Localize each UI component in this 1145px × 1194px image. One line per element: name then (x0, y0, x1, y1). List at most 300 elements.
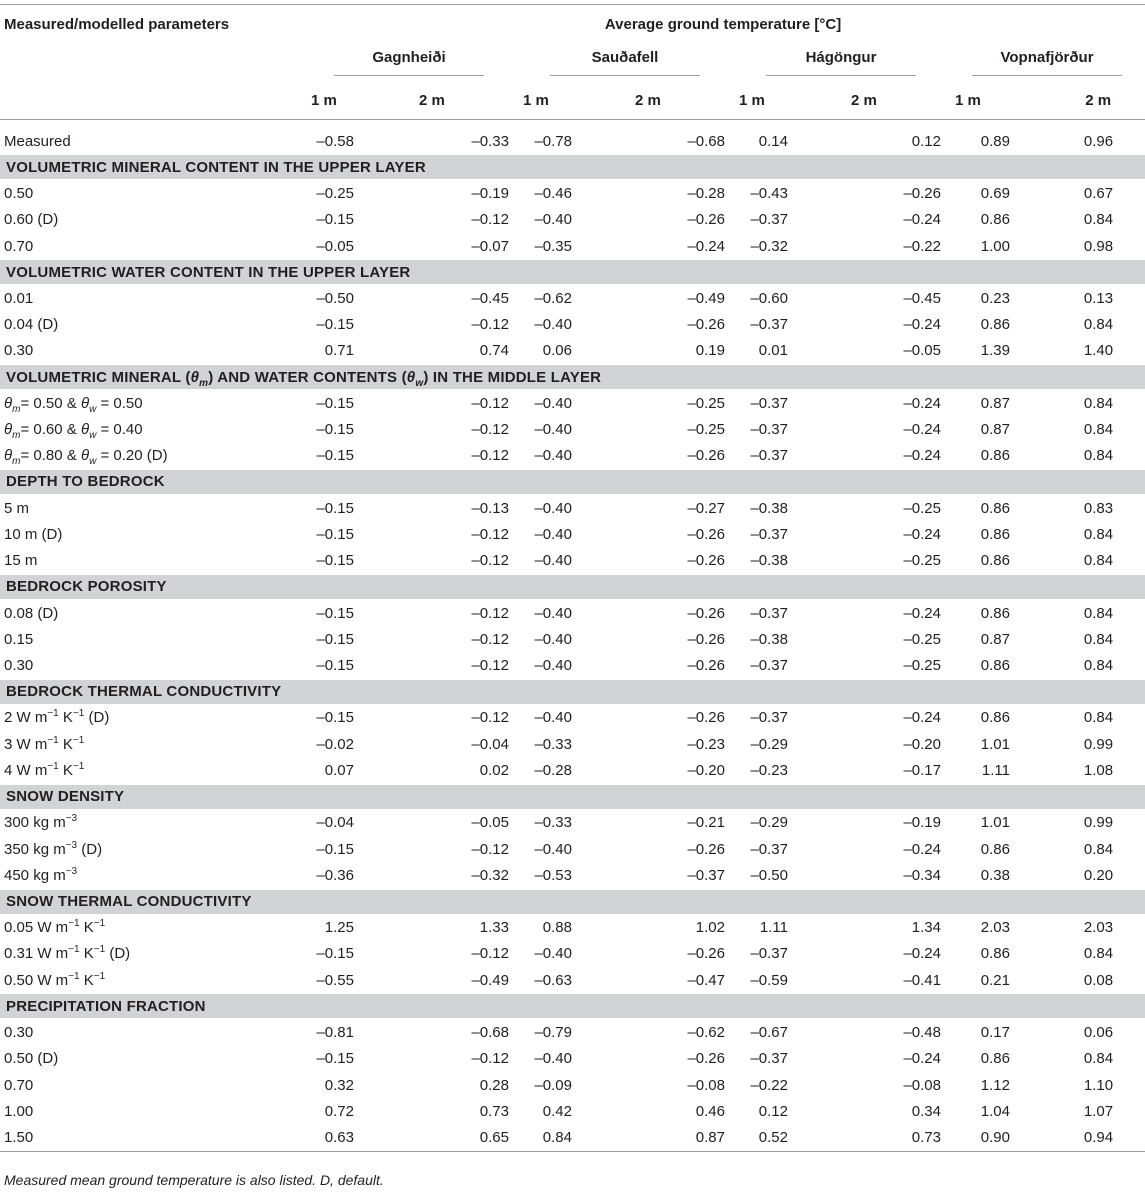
table-row (0, 836, 1145, 862)
site-header (949, 43, 1145, 81)
table-row (0, 941, 1145, 967)
row-label: 350 kg $m^{-3}$ (D) (4, 839, 103, 858)
table-cell: 1.33 (479, 919, 509, 937)
table-cell: –0.40 (534, 840, 572, 858)
table-cell: –0.26 (903, 184, 941, 202)
table-cell: –0.40 (534, 394, 572, 412)
table-cell: –0.25 (903, 499, 941, 517)
table-cell: 0.38 (980, 866, 1010, 884)
table-cell: –0.49 (687, 289, 725, 307)
table-cell: –0.26 (687, 211, 725, 229)
table-row (0, 1125, 1145, 1152)
table-row (0, 599, 1145, 626)
table-cell: –0.32 (750, 237, 788, 255)
table-cell: –0.07 (471, 237, 509, 255)
table-cell: –0.40 (534, 709, 572, 727)
table-cell: –0.15 (316, 525, 354, 543)
table-cell: –0.25 (687, 394, 725, 412)
table-cell: –0.24 (903, 211, 941, 229)
header-row-group (0, 5, 1145, 44)
table-row (0, 128, 1145, 155)
row-label: 4 W $m^{-1}$ $K^{-1}$ (4, 760, 85, 779)
table-cell: –0.81 (316, 1024, 354, 1042)
table-cell: –0.26 (687, 945, 725, 963)
depth-header: 2 m (409, 81, 517, 120)
table-row (0, 233, 1145, 260)
table-cell: 0.86 (980, 499, 1010, 517)
table-row (0, 548, 1145, 575)
table-cell: –0.68 (687, 132, 725, 150)
section-label: SNOW THERMAL CONDUCTIVITY (0, 889, 1145, 914)
section-row (0, 574, 1145, 599)
row-label: 0.15 (4, 630, 34, 648)
table-cell: 0.73 (841, 1125, 949, 1152)
depth-header: 1 m (517, 81, 625, 120)
section-label: BEDROCK THERMAL CONDUCTIVITY (0, 679, 1145, 704)
table-footnote: Measured mean ground temperature is also listed. D, default. (4, 1172, 384, 1188)
site-header (301, 43, 517, 81)
table-cell: 0.46 (695, 1102, 725, 1120)
table-cell: –0.15 (316, 211, 354, 229)
table-row (0, 731, 1145, 757)
table-cell: 0.86 (980, 945, 1010, 963)
section-row (0, 260, 1145, 285)
table-cell: 1.10 (1083, 1076, 1114, 1094)
table-cell: 0.86 (980, 1050, 1010, 1068)
table-cell: –0.33 (471, 132, 509, 150)
table-cell: –0.12 (471, 840, 509, 858)
row-label: 0.30 (4, 1024, 34, 1042)
table-cell: 0.69 (980, 184, 1010, 202)
table-cell: 0.23 (980, 289, 1010, 307)
table-row (0, 207, 1145, 233)
table-cell: 1.11 (981, 761, 1010, 779)
table-cell: 0.99 (1083, 735, 1114, 753)
row-label: 0.05 W $m^{-1}$ $K^{-1}$ (4, 918, 106, 937)
table-cell: 0.06 (542, 342, 572, 360)
table-row (0, 967, 1145, 994)
table-row (0, 1019, 1145, 1046)
table-cell: –0.40 (534, 630, 572, 648)
table-cell: 0.84 (1083, 394, 1114, 412)
table-cell: 0.86 (980, 316, 1010, 334)
table-cell: –0.45 (471, 289, 509, 307)
table-cell: –0.48 (903, 1024, 941, 1042)
table-row (0, 757, 1145, 784)
table-cell: –0.15 (316, 945, 354, 963)
table-cell: –0.05 (471, 814, 509, 832)
table-cell: –0.02 (316, 735, 354, 753)
table-cell: –0.37 (750, 394, 788, 412)
table-cell: –0.04 (471, 735, 509, 753)
table-cell: 1.40 (1083, 342, 1114, 360)
table-cell: 0.90 (949, 1125, 1057, 1152)
table-cell: –0.26 (687, 630, 725, 648)
row-label: 0.04 (D) (4, 316, 59, 334)
table-cell: –0.50 (316, 289, 354, 307)
table-cell: 2.03 (980, 919, 1010, 937)
row-label: 15 m (4, 552, 38, 570)
section-row (0, 889, 1145, 914)
table-cell: –0.08 (687, 1076, 725, 1094)
table-cell: –0.49 (471, 971, 509, 989)
table-cell: –0.12 (471, 525, 509, 543)
table-row (0, 914, 1145, 941)
table-cell: 0.28 (479, 1076, 509, 1094)
table-cell: 0.84 (1083, 945, 1114, 963)
table-cell: 0.87 (625, 1125, 733, 1152)
table-cell: –0.58 (316, 132, 354, 150)
row-label: 0.01 (4, 289, 34, 307)
depth-header: 2 m (625, 81, 733, 120)
table-cell: –0.38 (750, 630, 788, 648)
row-label: $\theta_m= 0.80$ & $\theta_w = 0.20$ (D) (4, 447, 168, 468)
table-cell: 0.87 (980, 630, 1010, 648)
table-cell: –0.68 (471, 1024, 509, 1042)
table-cell: –0.37 (750, 604, 788, 622)
row-label: 1.50 (0, 1125, 301, 1152)
table-cell: –0.08 (903, 1076, 941, 1094)
table-cell: –0.62 (687, 1024, 725, 1042)
table-cell: –0.23 (687, 735, 725, 753)
table-cell: 0.17 (980, 1024, 1010, 1042)
table-cell: 0.12 (911, 132, 941, 150)
table-cell: 0.01 (758, 342, 788, 360)
table-cell: –0.24 (687, 237, 725, 255)
row-label: 0.60 (D) (4, 211, 59, 229)
section-label: PRECIPITATION FRACTION (0, 994, 1145, 1019)
table-cell: –0.15 (316, 709, 354, 727)
table-cell: –0.24 (903, 394, 941, 412)
table-cell: –0.37 (750, 657, 788, 675)
table-cell: –0.22 (750, 1076, 788, 1094)
table-body (0, 128, 1145, 1151)
group-title (301, 5, 1145, 44)
table-cell: –0.37 (750, 421, 788, 439)
table-cell: 0.84 (1083, 657, 1114, 675)
table-cell: –0.29 (750, 814, 788, 832)
table-cell: 0.84 (1083, 630, 1114, 648)
table-cell: 0.71 (324, 342, 354, 360)
table-cell: –0.19 (471, 184, 509, 202)
table-cell: –0.12 (471, 1050, 509, 1068)
row-label: 2 W $m^{-1}$ $K^{-1}$ (D) (4, 708, 110, 727)
depth-header: 1 m (301, 81, 409, 120)
table-cell: –0.22 (903, 237, 941, 255)
row-label: 0.30 (4, 342, 34, 360)
table-cell: 0.74 (479, 342, 509, 360)
table-cell: 0.20 (1083, 866, 1114, 884)
table-cell: 0.86 (980, 447, 1010, 465)
table-cell: –0.40 (534, 447, 572, 465)
table-cell: –0.26 (687, 525, 725, 543)
table-cell: –0.05 (316, 237, 354, 255)
table-cell: –0.24 (903, 1050, 941, 1068)
table-cell: 0.84 (1083, 552, 1114, 570)
site-saudafell: Sauðafell (550, 49, 700, 76)
row-label: 3 W $m^{-1}$ $K^{-1}$ (4, 734, 85, 753)
row-label: Measured (4, 132, 71, 150)
table-cell: 0.65 (409, 1125, 517, 1152)
table-cell: –0.34 (903, 866, 941, 884)
table-cell: 0.72 (324, 1102, 354, 1120)
table-cell: –0.15 (316, 499, 354, 517)
table-row (0, 626, 1145, 652)
table-row (0, 521, 1145, 547)
table-row (0, 416, 1145, 442)
row-label: 5 m (4, 499, 30, 517)
table-cell: –0.25 (903, 657, 941, 675)
table-cell: 1.01 (980, 814, 1010, 832)
table-cell: –0.40 (534, 552, 572, 570)
section-label: VOLUMETRIC WATER CONTENT IN THE UPPER LAYER (0, 260, 1145, 285)
table-row (0, 809, 1145, 836)
table-cell: 0.42 (542, 1102, 572, 1120)
table-cell: 0.84 (1083, 421, 1114, 439)
row-label: $\theta_m= 0.60$ & $\theta_w = 0.40$ (4, 421, 143, 442)
table-cell: –0.40 (534, 499, 572, 517)
table-cell: –0.12 (471, 394, 509, 412)
table-cell: –0.15 (316, 657, 354, 675)
table-cell: –0.38 (750, 499, 788, 517)
table-cell: –0.38 (750, 552, 788, 570)
table-cell: –0.62 (534, 289, 572, 307)
table-cell: 0.84 (1083, 316, 1114, 334)
table-cell: 1.02 (695, 919, 725, 937)
table-cell: 0.89 (980, 132, 1010, 150)
site-vopnafjordur: Vopnafjörður (972, 49, 1122, 76)
table-cell: –0.26 (687, 316, 725, 334)
table-cell: –0.17 (903, 761, 941, 779)
header-row-sites (0, 43, 1145, 81)
table-cell: –0.12 (471, 211, 509, 229)
table-cell: –0.15 (316, 394, 354, 412)
row-label: 0.50 W $m^{-1}$ $K^{-1}$ (4, 970, 106, 989)
row-label: 0.31 W $m^{-1}$ $K^{-1}$ (D) (4, 944, 131, 963)
section-row (0, 155, 1145, 180)
table-cell: –0.26 (687, 840, 725, 858)
table-cell: –0.12 (471, 447, 509, 465)
table-row (0, 285, 1145, 312)
table-cell: –0.25 (903, 630, 941, 648)
table-cell: 0.84 (1083, 525, 1114, 543)
table-row (0, 443, 1145, 470)
table-cell: 0.12 (758, 1102, 788, 1120)
site-header (733, 43, 949, 81)
section-label: VOLUMETRIC MINERAL $(\theta_m)$ AND WATER CONTENTS $(\theta_w)$ IN THE MIDDLE LAYER (0, 365, 1145, 390)
table-cell: –0.26 (687, 1050, 725, 1068)
table-cell: 1.01 (980, 735, 1010, 753)
table-cell: –0.40 (534, 1050, 572, 1068)
table-cell: 0.07 (324, 761, 354, 779)
table-cell: 0.84 (1083, 447, 1114, 465)
depth-header: 2 m (1057, 81, 1145, 120)
table-cell: 0.94 (1057, 1125, 1145, 1152)
table-cell: –0.12 (471, 709, 509, 727)
table-cell: 0.84 (1083, 840, 1114, 858)
row-label: 10 m (D) (4, 525, 63, 543)
table-cell: 0.86 (980, 840, 1010, 858)
table-cell: –0.15 (316, 604, 354, 622)
table-cell: 0.87 (980, 394, 1010, 412)
table-cell: –0.37 (750, 525, 788, 543)
section-row (0, 784, 1145, 809)
table-cell: 0.14 (758, 132, 788, 150)
table-cell: –0.37 (750, 840, 788, 858)
table-cell: –0.15 (316, 421, 354, 439)
table-cell: –0.43 (750, 184, 788, 202)
table-row (0, 338, 1145, 365)
table-row (0, 494, 1145, 521)
table-cell: 0.13 (1083, 289, 1114, 307)
header-row-depths (0, 81, 1145, 120)
table-row (0, 652, 1145, 679)
table-cell: –0.40 (534, 421, 572, 439)
table-cell: –0.26 (687, 709, 725, 727)
table-header (0, 5, 1145, 129)
table-row (0, 1072, 1145, 1098)
row-label: 450 kg $m^{-3}$ (4, 865, 78, 884)
site-header (517, 43, 733, 81)
table-cell: –0.25 (903, 552, 941, 570)
table-cell: –0.53 (534, 866, 572, 884)
section-row (0, 994, 1145, 1019)
table-row (0, 862, 1145, 889)
row-label: 0.70 (4, 1076, 34, 1094)
table-cell: –0.25 (687, 421, 725, 439)
table-cell: –0.32 (471, 866, 509, 884)
table-cell: 0.98 (1083, 237, 1114, 255)
table-cell: –0.26 (687, 604, 725, 622)
table-cell: –0.24 (903, 421, 941, 439)
table-row (0, 704, 1145, 731)
table-cell: –0.29 (750, 735, 788, 753)
table-cell: 0.52 (733, 1125, 841, 1152)
table-cell: –0.79 (534, 1024, 572, 1042)
site-gagnheidi: Gagnheiði (334, 49, 484, 76)
table-cell: –0.23 (750, 761, 788, 779)
table-cell: 0.87 (980, 421, 1010, 439)
table-cell: –0.15 (316, 1050, 354, 1068)
table-cell: –0.33 (534, 814, 572, 832)
table-cell: 1.25 (324, 919, 354, 937)
table-cell: –0.20 (687, 761, 725, 779)
table-cell: –0.13 (471, 499, 509, 517)
row-label: 0.08 (D) (4, 604, 59, 622)
table-cell: –0.26 (687, 552, 725, 570)
table-cell: –0.09 (534, 1076, 572, 1094)
table-cell: –0.37 (750, 709, 788, 727)
row-label: 300 kg $m^{-3}$ (4, 813, 78, 832)
table-row (0, 1098, 1145, 1124)
table-cell: –0.37 (750, 1050, 788, 1068)
table-cell: –0.24 (903, 709, 941, 727)
table-cell: –0.40 (534, 945, 572, 963)
table-cell: 0.88 (542, 919, 572, 937)
table-cell: –0.47 (687, 971, 725, 989)
table-cell: –0.36 (316, 866, 354, 884)
table-cell: 1.34 (911, 919, 941, 937)
table-cell: –0.12 (471, 630, 509, 648)
table-cell: –0.21 (687, 814, 725, 832)
table-cell: 0.84 (1083, 604, 1114, 622)
table-cell: 0.19 (695, 342, 725, 360)
table-cell: 0.63 (301, 1125, 409, 1152)
table-cell: –0.41 (903, 971, 941, 989)
param-column-header: Measured/modelled parameters (0, 5, 301, 44)
table-cell: –0.40 (534, 604, 572, 622)
table-cell: 0.86 (980, 709, 1010, 727)
table-cell: –0.24 (903, 945, 941, 963)
table-cell: –0.28 (687, 184, 725, 202)
table-cell: 1.11 (759, 919, 788, 937)
table-cell: –0.59 (750, 971, 788, 989)
table-cell: –0.37 (750, 945, 788, 963)
section-label: VOLUMETRIC MINERAL CONTENT IN THE UPPER LAYER (0, 155, 1145, 180)
table-cell: –0.28 (534, 761, 572, 779)
table-cell: 0.86 (980, 604, 1010, 622)
section-label: DEPTH TO BEDROCK (0, 469, 1145, 494)
row-label: 0.70 (4, 237, 34, 255)
table-cell: –0.20 (903, 735, 941, 753)
table-cell: –0.24 (903, 447, 941, 465)
table-cell: –0.27 (687, 499, 725, 517)
table-cell: 0.86 (980, 657, 1010, 675)
table-cell: –0.60 (750, 289, 788, 307)
group-title-text: Average ground temperature [°C] (604, 15, 842, 33)
table-row (0, 1046, 1145, 1072)
table-cell: –0.24 (903, 525, 941, 543)
table-cell: 1.07 (1083, 1102, 1114, 1120)
table-cell: 0.02 (479, 761, 509, 779)
table-cell: 2.03 (1083, 919, 1114, 937)
table-cell: –0.24 (903, 316, 941, 334)
table-cell: –0.15 (316, 552, 354, 570)
depth-header: 1 m (949, 81, 1057, 120)
table-row (0, 180, 1145, 207)
table-cell: 0.96 (1083, 132, 1114, 150)
table-cell: –0.37 (750, 447, 788, 465)
row-label: $\theta_m= 0.50$ & $\theta_w = 0.50$ (4, 394, 143, 415)
table-cell: –0.12 (471, 604, 509, 622)
table-cell: –0.05 (903, 342, 941, 360)
table-cell: 0.06 (1083, 1024, 1114, 1042)
table-row (0, 390, 1145, 417)
table-cell: –0.25 (316, 184, 354, 202)
table-cell: –0.35 (534, 237, 572, 255)
site-hagongur: Hágöngur (766, 49, 916, 76)
section-row (0, 469, 1145, 494)
table-cell: –0.12 (471, 552, 509, 570)
table-cell: –0.40 (534, 525, 572, 543)
table-cell: 0.08 (1083, 971, 1114, 989)
table-cell: –0.63 (534, 971, 572, 989)
table-cell: 1.39 (980, 342, 1010, 360)
table-cell: 0.67 (1083, 184, 1114, 202)
table-cell: –0.40 (534, 211, 572, 229)
section-label: SNOW DENSITY (0, 784, 1145, 809)
table-cell: –0.78 (534, 132, 572, 150)
row-label: 1.00 (4, 1102, 34, 1120)
table-cell: 0.83 (1083, 499, 1114, 517)
row-label: 0.50 (D) (4, 1050, 59, 1068)
table-cell: –0.15 (316, 840, 354, 858)
table-cell: –0.12 (471, 657, 509, 675)
table-cell: –0.46 (534, 184, 572, 202)
row-label: 0.30 (4, 657, 34, 675)
table-cell: –0.37 (750, 211, 788, 229)
section-row (0, 365, 1145, 390)
